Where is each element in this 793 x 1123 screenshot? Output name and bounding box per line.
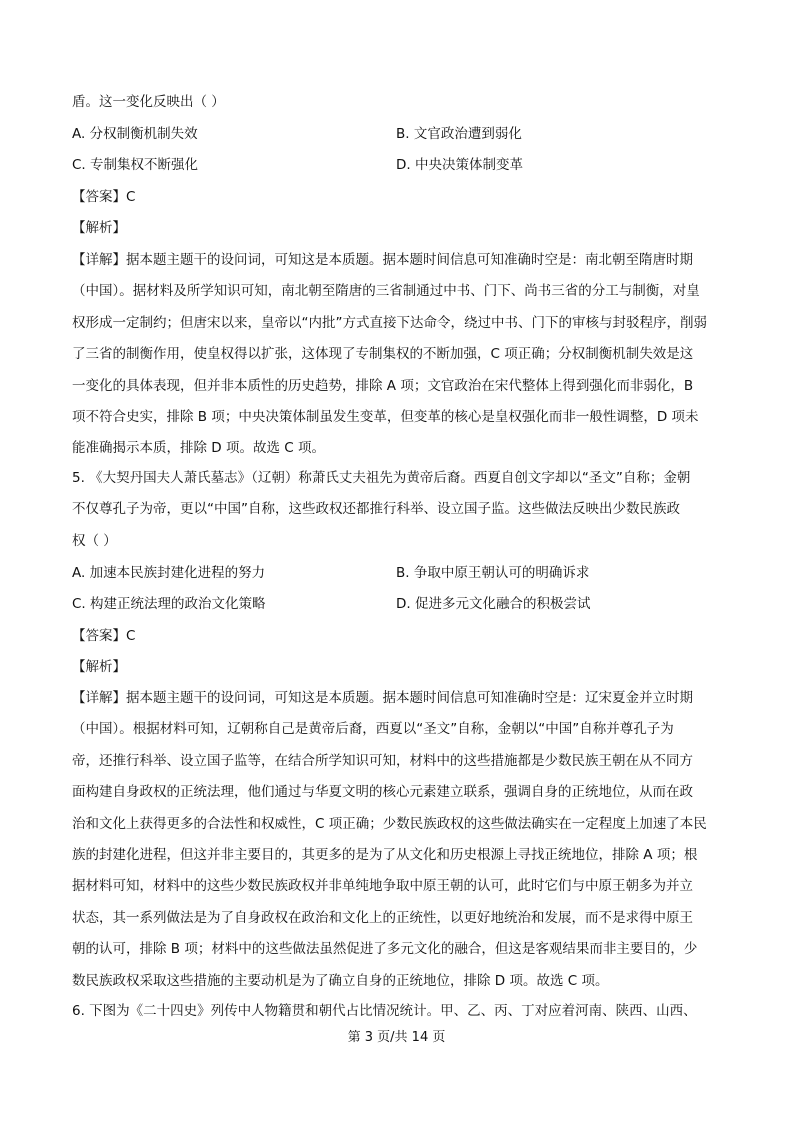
q4-detail-line: 一变化的具体表现，但并非本质性的历史趋势，排除 A 项；文官政治在宋代整体上得到强化而非弱化，B (72, 377, 694, 394)
q4-detail-line: 了三省的制衡作用，使皇权得以扩张，这体现了专制集权的不断加强，C 项正确；分权制衡机制失效是这 (72, 346, 694, 363)
q5-detail-line: 帝，还推行科举、设立国子监等，在结合所学知识可知，材料中的这些措施都是少数民族王朝在从不同方 (72, 752, 693, 769)
q4-detail-line: 权形成一定制约；但唐宋以来，皇帝以“内批”方式直接下达命令，绕过中书、门下的审核与封驳程序，削弱 (72, 314, 707, 331)
q6-stem-start: 6. 下图为《二十四史》列传中人物籍贯和朝代占比情况统计。甲、乙、丙、丁对应着河南、陕西、山西、 (72, 1003, 697, 1019)
q5-stem-line: 不仅尊孔子为帝，更以“中国”自称，这些政权还都推行科举、设立国子监。这些做法反映出少数民族政 (72, 501, 680, 518)
q4-option-d: D. 中央决策体制变革 (396, 157, 523, 173)
q4-option-a: A. 分权制衡机制失效 (72, 126, 198, 142)
q5-detail-line: 数民族政权采取这些措施的主要动机是为了确立自身的正统地位，排除 D 项。故选 C 项。 (72, 972, 609, 989)
q5-detail-line: 据材料可知，材料中的这些少数民族政权并非单纯地争取中原王朝的认可，此时它们与中原王朝多为并立 (72, 878, 693, 895)
q4-answer: 【答案】C (72, 189, 136, 205)
q4-detail (72, 245, 728, 465)
q5-detail-line: 族的封建化进程，但这并非主要目的，其更多的是为了从文化和历史根源上寻找正统地位，排除 A 项；根 (72, 847, 698, 864)
q5-stem (72, 463, 728, 557)
q5-detail-line: 【详解】据本题主题干的设问词，可知这是本质题。据本题时间信息可知准确时空是：辽宋夏金并立时期 (72, 690, 693, 706)
page-footer: 第 3 页/共 14 页 (347, 1030, 446, 1045)
q5-stem-line: 权（ ） (72, 532, 117, 549)
q4-detail-line: 能准确揭示本质，排除 D 项。故选 C 项。 (72, 440, 325, 457)
q4-detail-line: 【详解】据本题主题干的设问词，可知这是本质题。据本题时间信息可知准确时空是：南北朝至隋唐时期 (72, 252, 693, 268)
q5-detail-line: 朝的认可，排除 B 项；材料中的这些做法虽然促进了多元文化的融合，但这是客观结果而非主要目的，少 (72, 941, 698, 958)
q5-detail-line: 状态，其一系列做法是为了自身政权在政治和文化上的正统性，以更好地统治和发展，而不是求得中原王 (72, 909, 693, 926)
q4-analysis-label: 【解析】 (72, 220, 126, 236)
q5-option-b: B. 争取中原王朝认可的明确诉求 (396, 565, 590, 581)
q5-detail-line: （中国）。根据材料可知，辽朝称自己是黄帝后裔，西夏以“圣文”自称，金朝以“中国”自称并尊孔子为 (72, 721, 674, 738)
q4-stem-tail: 盾。这一变化反映出（ ） (72, 94, 225, 110)
q5-detail (72, 683, 728, 997)
q4-detail-line: （中国）。据材料及所学知识可知，南北朝至隋唐的三省制通过中书、门下、尚书三省的分工与制衡，对皇 (72, 283, 700, 300)
q4-option-b: B. 文官政治遭到弱化 (396, 126, 522, 142)
q5-stem-line: 5. 《大契丹国夫人萧氏墓志》（辽朝）称萧氏丈夫祖先为黄帝后裔。西夏自创文字却以“圣文”自称；金朝 (72, 470, 691, 486)
q5-option-d: D. 促进多元文化融合的积极尝试 (396, 596, 591, 612)
q4-option-c: C. 专制集权不断强化 (72, 157, 199, 173)
q5-option-c: C. 构建正统法理的政治文化策略 (72, 596, 266, 612)
q5-option-a: A. 加速本民族封建化进程的努力 (72, 565, 266, 581)
q5-analysis-label: 【解析】 (72, 659, 126, 675)
q5-detail-line: 面构建自身政权的正统法理，他们通过与华夏文明的核心元素建立联系，强调自身的正统地位，从而在政 (72, 784, 693, 801)
q5-answer: 【答案】C (72, 628, 136, 644)
q5-detail-line: 治和文化上获得更多的合法性和权威性，C 项正确；少数民族政权的这些做法确实在一定程度上加速了本民 (72, 815, 707, 832)
q4-detail-line: 项不符合史实，排除 B 项；中央决策体制虽发生变革，但变革的核心是皇权强化而非一般性调整，D 项未 (72, 409, 699, 426)
